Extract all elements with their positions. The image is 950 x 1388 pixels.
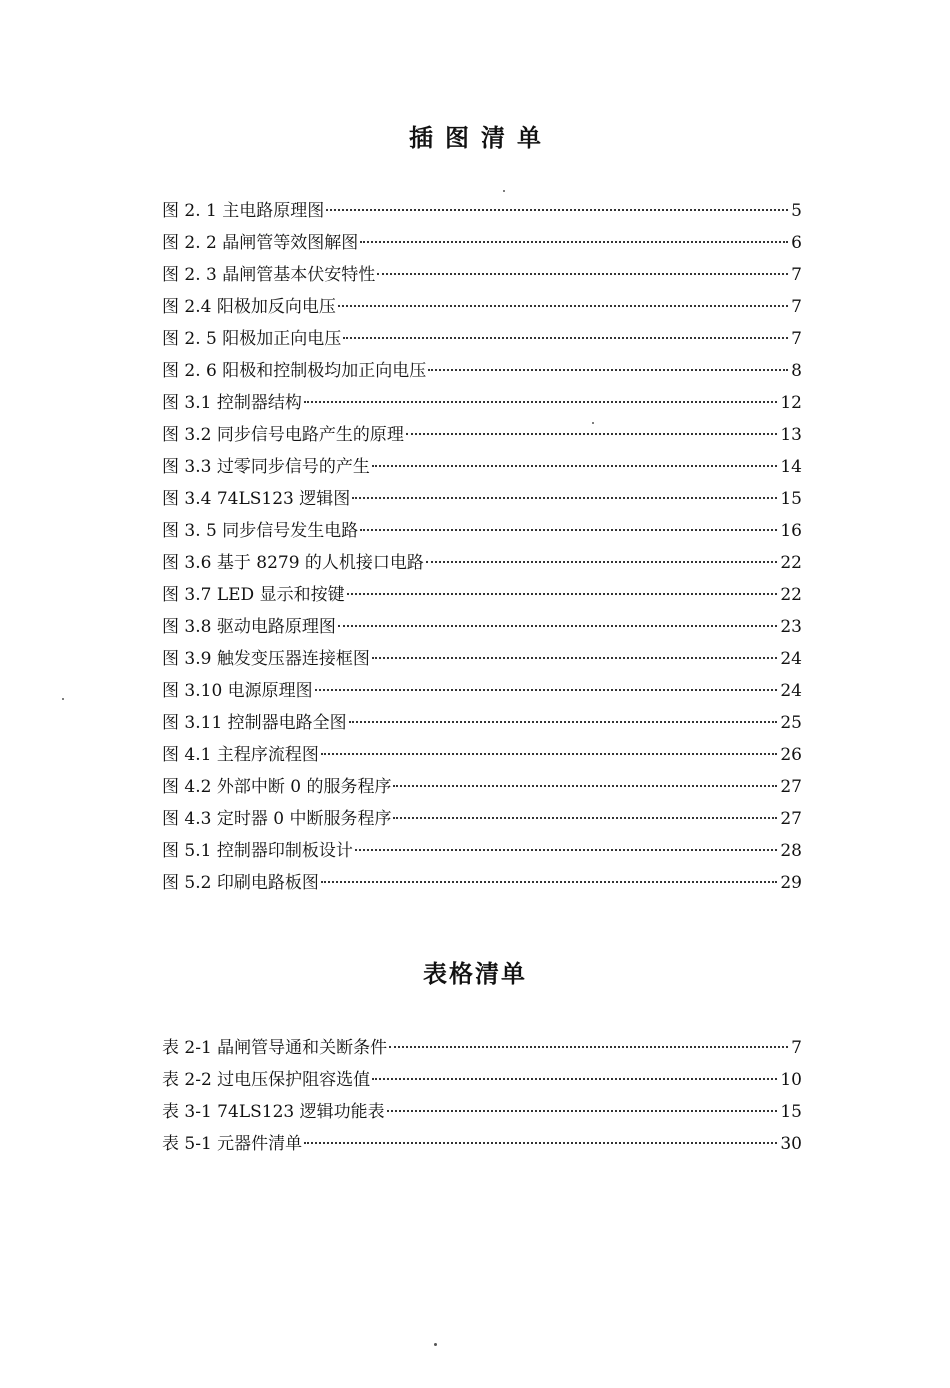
toc-entry-label: 图 3. 5 同步信号发生电路 [162, 521, 359, 541]
toc-entry[interactable] [162, 1032, 802, 1064]
dot-leader [338, 625, 778, 627]
toc-entry-label: 图 3.4 74LS123 逻辑图 [162, 489, 351, 509]
dot-leader [349, 721, 778, 723]
dot-leader [352, 497, 777, 499]
toc-entry-page-number: 13 [780, 425, 802, 445]
scan-speck [62, 698, 64, 700]
toc-entry-page-number: 23 [780, 617, 802, 637]
toc-entry-page-number: 28 [780, 841, 802, 861]
dot-leader [393, 785, 777, 787]
toc-entry-label: 图 4.1 主程序流程图 [162, 745, 319, 765]
toc-entry[interactable] [162, 1096, 802, 1128]
toc-entry-page-number: 24 [780, 681, 802, 701]
toc-entry-page-number: 7 [791, 265, 802, 285]
toc-entry-page-number: 26 [780, 745, 802, 765]
dot-leader [372, 657, 778, 659]
toc-entry-page-number: 27 [780, 809, 802, 829]
dot-leader [393, 817, 777, 819]
toc-entry[interactable] [162, 483, 802, 515]
dot-leader [338, 305, 788, 307]
toc-entry-label: 表 3-1 74LS123 逻辑功能表 [162, 1102, 385, 1122]
toc-entry[interactable] [162, 547, 802, 579]
dot-leader [347, 593, 778, 595]
toc-entry[interactable] [162, 675, 802, 707]
toc-entry-page-number: 6 [791, 233, 802, 253]
toc-entry-label: 图 3.7 LED 显示和按键 [162, 585, 345, 605]
toc-entry-page-number: 7 [791, 1038, 802, 1058]
toc-entry-label: 图 4.2 外部中断 0 的服务程序 [162, 777, 392, 797]
toc-entry-page-number: 22 [780, 553, 802, 573]
toc-entry-label: 表 2-2 过电压保护阻容选值 [162, 1070, 371, 1090]
toc-entry-label: 图 3.2 同步信号电路产生的原理 [162, 425, 404, 445]
toc-entry[interactable] [162, 259, 802, 291]
dot-leader [426, 561, 777, 563]
toc-entry[interactable] [162, 643, 802, 675]
toc-entry[interactable] [162, 419, 802, 451]
toc-entry-page-number: 8 [791, 361, 802, 381]
toc-entry[interactable] [162, 515, 802, 547]
toc-entry-label: 图 3.8 驱动电路原理图 [162, 617, 336, 637]
dot-leader [377, 273, 788, 275]
dot-leader [372, 1078, 777, 1080]
toc-entry[interactable] [162, 579, 802, 611]
toc-entry-page-number: 29 [780, 873, 802, 893]
dot-leader [321, 881, 778, 883]
toc-entry[interactable] [162, 611, 802, 643]
toc-entry[interactable] [162, 291, 802, 323]
scan-speck [503, 190, 505, 192]
scan-speck [434, 1343, 437, 1346]
dot-leader [326, 209, 788, 211]
toc-entry-label: 图 3.3 过零同步信号的产生 [162, 457, 370, 477]
toc-entry-page-number: 16 [780, 521, 802, 541]
toc-entry-label: 图 2.4 阳极加反向电压 [162, 297, 336, 317]
tables-toc-list [162, 1032, 802, 1160]
figures-toc-list [162, 195, 802, 899]
dot-leader [372, 465, 778, 467]
toc-entry-page-number: 27 [780, 777, 802, 797]
dot-leader [387, 1110, 778, 1112]
dot-leader [360, 241, 788, 243]
toc-entry[interactable] [162, 355, 802, 387]
toc-entry[interactable] [162, 867, 802, 899]
toc-entry-page-number: 10 [780, 1070, 802, 1090]
toc-entry[interactable] [162, 707, 802, 739]
toc-entry[interactable] [162, 1128, 802, 1160]
dot-leader [315, 689, 778, 691]
toc-entry-label: 图 2. 6 阳极和控制极均加正向电压 [162, 361, 427, 381]
toc-entry-label: 图 5.2 印刷电路板图 [162, 873, 319, 893]
dot-leader [360, 529, 777, 531]
dot-leader [428, 369, 788, 371]
toc-entry-page-number: 5 [791, 201, 802, 221]
toc-entry-page-number: 22 [780, 585, 802, 605]
toc-entry[interactable] [162, 323, 802, 355]
dot-leader [389, 1046, 788, 1048]
dot-leader [321, 753, 778, 755]
toc-entry-label: 图 3.6 基于 8279 的人机接口电路 [162, 553, 424, 573]
toc-entry[interactable] [162, 835, 802, 867]
dot-leader [406, 433, 778, 435]
toc-entry[interactable] [162, 227, 802, 259]
dot-leader [304, 1142, 777, 1144]
toc-entry-page-number: 7 [791, 329, 802, 349]
dot-leader [355, 849, 778, 851]
toc-entry-label: 图 2. 5 阳极加正向电压 [162, 329, 342, 349]
toc-entry-label: 表 2-1 晶闸管导通和关断条件 [162, 1038, 388, 1058]
toc-entry[interactable] [162, 803, 802, 835]
toc-entry-page-number: 14 [780, 457, 802, 477]
figures-list-title: 插图清单 [409, 123, 553, 152]
toc-entry-page-number: 15 [780, 489, 802, 509]
toc-entry-page-number: 15 [780, 1102, 802, 1122]
toc-entry-label: 图 2. 3 晶闸管基本伏安特性 [162, 265, 376, 285]
toc-entry-label: 图 3.10 电源原理图 [162, 681, 313, 701]
toc-entry[interactable] [162, 195, 802, 227]
toc-entry[interactable] [162, 387, 802, 419]
toc-entry-label: 图 4.3 定时器 0 中断服务程序 [162, 809, 392, 829]
toc-entry-page-number: 12 [780, 393, 802, 413]
toc-entry-page-number: 7 [791, 297, 802, 317]
toc-entry-label: 图 2. 1 主电路原理图 [162, 201, 325, 221]
toc-entry-label: 图 2. 2 晶闸管等效图解图 [162, 233, 359, 253]
toc-entry-label: 表 5-1 元器件清单 [162, 1134, 303, 1154]
toc-entry-page-number: 25 [780, 713, 802, 733]
scan-speck [592, 422, 594, 424]
toc-entry-label: 图 3.1 控制器结构 [162, 393, 302, 413]
tables-list-title: 表格清单 [423, 959, 527, 988]
toc-entry[interactable] [162, 1064, 802, 1096]
toc-entry-label: 图 3.11 控制器电路全图 [162, 713, 347, 733]
dot-leader [304, 401, 778, 403]
toc-entry[interactable] [162, 771, 802, 803]
toc-entry-page-number: 30 [780, 1134, 802, 1154]
toc-entry-label: 图 5.1 控制器印制板设计 [162, 841, 353, 861]
toc-entry-page-number: 24 [780, 649, 802, 669]
dot-leader [343, 337, 788, 339]
toc-entry[interactable] [162, 451, 802, 483]
toc-entry[interactable] [162, 739, 802, 771]
toc-entry-label: 图 3.9 触发变压器连接框图 [162, 649, 370, 669]
